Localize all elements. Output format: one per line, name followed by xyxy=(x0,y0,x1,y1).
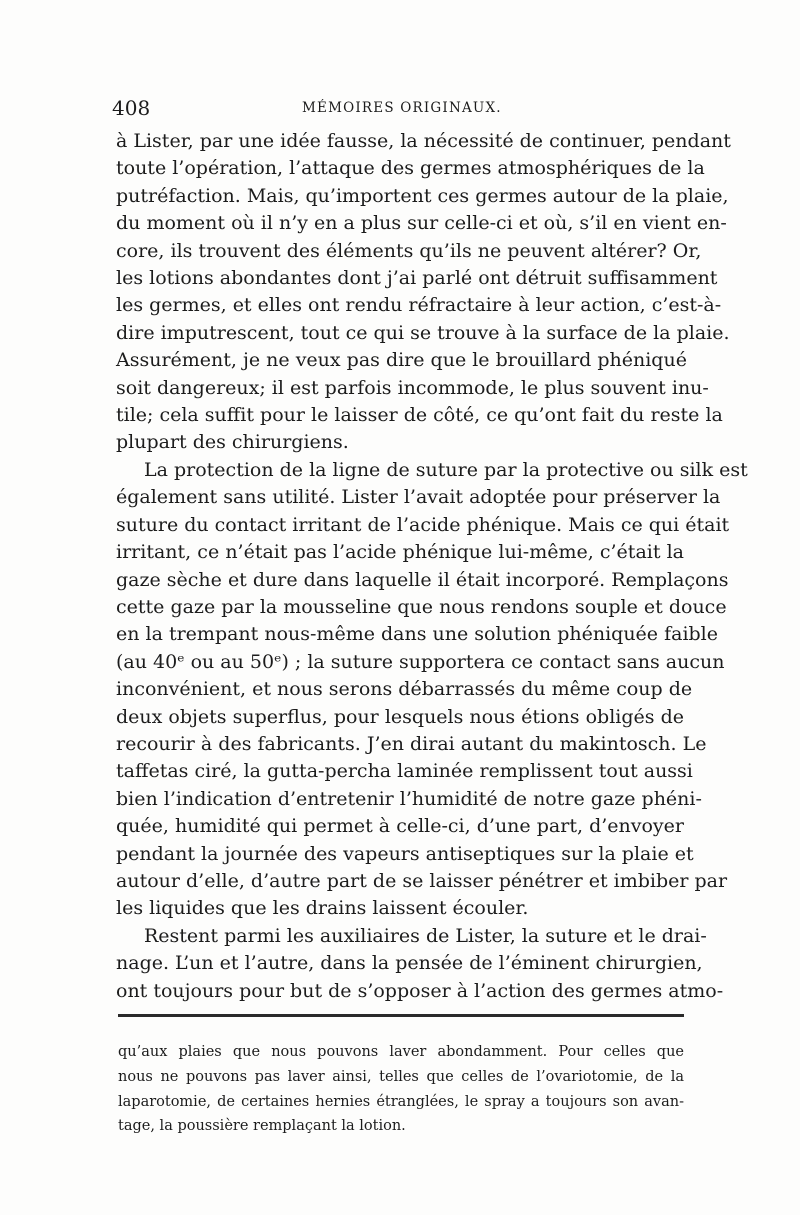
paragraph-1 xyxy=(116,128,731,457)
text-line: bien l’indication d’entretenir l’humidité de notre gaze phéni- xyxy=(116,787,702,810)
text-line: taffetas ciré, la gutta-percha laminée remplissent tout aussi xyxy=(116,760,693,783)
text-line: putréfaction. Mais, qu’importent ces germes autour de la plaie, xyxy=(116,184,729,207)
text-line: (au 40ᵉ ou au 50ᵉ) ; la suture supportera ce contact sans aucun xyxy=(116,650,725,673)
footnote-divider xyxy=(118,1014,684,1017)
text-line: suture du contact irritant de l’acide phénique. Mais ce qui était xyxy=(116,513,730,536)
main-text xyxy=(116,128,748,1005)
text-line: pendant la journée des vapeurs antiseptiques sur la plaie et xyxy=(116,842,694,865)
footnote xyxy=(118,1040,684,1139)
text-line: ont toujours pour but de s’opposer à l’action des germes atmo- xyxy=(116,979,724,1002)
page-header xyxy=(112,92,686,128)
footnote-line: qu’aux plaies que nous pouvons laver abondamment. Pour celles que xyxy=(118,1044,684,1060)
running-head: MÉMOIRES ORIGINAUX. xyxy=(302,100,502,116)
text-line: les germes, et elles ont rendu réfractaire à leur action, c’est-à- xyxy=(116,294,722,317)
text-line: également sans utilité. Lister l’avait adoptée pour préserver la xyxy=(116,486,721,509)
text-line: deux objets superflus, pour lesquels nous étions obligés de xyxy=(116,705,684,728)
text-line: La protection de la ligne de suture par la protective ou silk est xyxy=(144,458,748,481)
footnote-line: nous ne pouvons pas laver ainsi, telles que celles de l’ovariotomie, de la xyxy=(118,1068,684,1085)
footnote-line: tage, la poussière remplaçant la lotion. xyxy=(118,1118,406,1135)
text-line: du moment où il n’y en a plus sur celle-ci et où, s’il en vient en- xyxy=(116,212,727,235)
footnote-line: laparotomie, de certaines hernies étranglées, le spray a toujours son avan- xyxy=(118,1093,684,1110)
text-line: irritant, ce n’était pas l’acide phénique lui-même, c’était la xyxy=(116,541,684,564)
text-line: core, ils trouvent des éléments qu’ils ne peuvent altérer? Or, xyxy=(116,239,702,262)
text-line: les lotions abondantes dont j’ai parlé ont détruit suffisamment xyxy=(116,267,718,290)
text-line: les liquides que les drains laissent écouler. xyxy=(116,897,529,920)
text-line: toute l’opération, l’attaque des germes atmosphériques de la xyxy=(116,157,705,180)
text-line: plupart des chirurgiens. xyxy=(116,431,349,454)
text-line: tile; cela suffit pour le laisser de côté, ce qu’ont fait du reste la xyxy=(116,404,723,427)
text-line: en la trempant nous-même dans une solution phéniquée faible xyxy=(116,623,718,646)
text-line: dire imputrescent, tout ce qui se trouve à la surface de la plaie. xyxy=(116,321,730,344)
text-line: Assurément, je ne veux pas dire que le brouillard phéniqué xyxy=(116,349,687,372)
text-line: cette gaze par la mousseline que nous rendons souple et douce xyxy=(116,595,727,618)
page-number: 408 xyxy=(112,96,151,120)
text-line: à Lister, par une idée fausse, la nécessité de continuer, pendant xyxy=(116,130,731,152)
text-line: Restent parmi les auxiliaires de Lister, la suture et le drai- xyxy=(144,924,707,947)
text-line: nage. L’un et l’autre, dans la pensée de l’éminent chirurgien, xyxy=(116,952,703,975)
text-line: quée, humidité qui permet à celle-ci, d’une part, d’envoyer xyxy=(116,815,684,838)
paragraph-3 xyxy=(116,923,724,1005)
text-line: soit dangereux; il est parfois incommode, le plus souvent inu- xyxy=(116,376,709,399)
text-line: inconvénient, et nous serons débarrassés du même coup de xyxy=(116,678,693,701)
text-line: autour d’elle, d’autre part de se laisser pénétrer et imbiber par xyxy=(116,869,728,892)
paragraph-2 xyxy=(116,457,748,923)
text-line: gaze sèche et dure dans laquelle il était incorporé. Remplaçons xyxy=(116,568,729,591)
text-line: recourir à des fabricants. J’en dirai autant du makintosch. Le xyxy=(116,732,707,755)
